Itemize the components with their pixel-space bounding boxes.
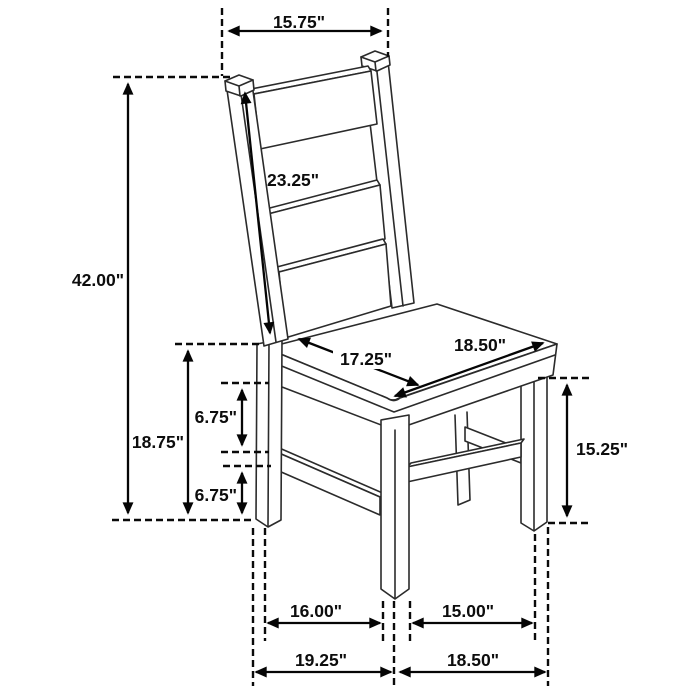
dim-label-inside-depth: 16.00" <box>289 601 343 621</box>
left-side-stretcher <box>272 450 380 515</box>
dim-label-back-height: 23.25" <box>267 170 320 190</box>
dim-inside-depth <box>265 528 383 641</box>
dim-overall-height <box>72 77 254 520</box>
dim-label-seat-depth: 17.25" <box>339 349 393 369</box>
dim-label-seat-height: 18.75" <box>131 432 184 452</box>
dim-label-overall-width: 18.50" <box>446 650 500 670</box>
dim-label-inside-width: 15.00" <box>441 601 495 621</box>
dim-label-overall-depth: 19.25" <box>294 650 348 670</box>
chair-drawing <box>225 51 557 599</box>
dim-label-back-top-width: 15.75" <box>272 12 326 32</box>
dim-label-seat-width: 18.50" <box>453 335 507 355</box>
dim-inside-width <box>410 534 535 641</box>
dim-label-side-clearance: 15.25" <box>576 439 629 459</box>
back-left-leg-ridge <box>268 342 269 526</box>
back-slat-1 <box>254 71 377 149</box>
dim-label-stretcher-to-floor: 6.75" <box>194 485 237 505</box>
dim-side-clearance <box>538 378 628 523</box>
dim-label-seat-to-stretcher: 6.75" <box>194 407 237 427</box>
dim-label-overall-height: 42.00" <box>71 270 124 290</box>
